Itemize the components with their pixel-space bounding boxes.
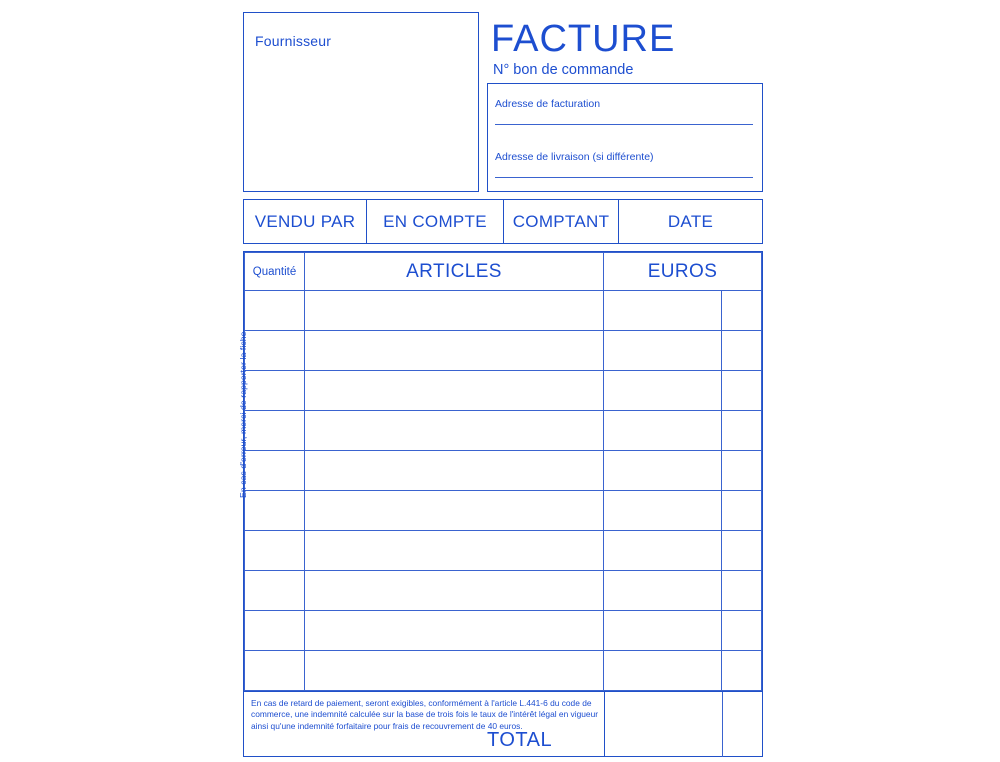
- date-cell[interactable]: DATE: [667, 211, 714, 231]
- cell-quantity[interactable]: [245, 531, 305, 571]
- billing-address-line[interactable]: [495, 124, 753, 125]
- cell-article[interactable]: [305, 531, 604, 571]
- title-area: [487, 12, 763, 192]
- cell-euros[interactable]: [604, 611, 722, 651]
- cell-cents[interactable]: [722, 451, 762, 491]
- cell-quantity[interactable]: [245, 411, 305, 451]
- billing-address-label: Adresse de facturation: [495, 98, 601, 110]
- cash-cell[interactable]: COMPTANT: [504, 200, 619, 243]
- cell-quantity[interactable]: [245, 291, 305, 331]
- header-block: [243, 12, 763, 192]
- cell-euros[interactable]: [604, 571, 722, 611]
- cell-article[interactable]: [305, 571, 604, 611]
- page-title: FACTURE: [491, 18, 676, 60]
- items-table-wrap: [243, 251, 763, 692]
- delivery-address-label: Adresse de livraison (si différente): [495, 151, 654, 163]
- cell-quantity[interactable]: [245, 571, 305, 611]
- cell-euros[interactable]: [604, 371, 722, 411]
- cell-euros[interactable]: [604, 651, 722, 691]
- supplier-box[interactable]: [243, 12, 479, 192]
- table-row: [245, 451, 762, 491]
- sold-by-cell[interactable]: VENDU PAR: [244, 200, 367, 243]
- items-table-body: [245, 291, 762, 691]
- table-row: [245, 291, 762, 331]
- on-account-cell[interactable]: EN COMPTE: [367, 200, 504, 243]
- cell-quantity[interactable]: [245, 611, 305, 651]
- table-row: [245, 411, 762, 451]
- items-table: [244, 252, 762, 691]
- column-header-articles: ARTICLES: [305, 253, 604, 291]
- cell-euros[interactable]: [604, 531, 722, 571]
- side-note: En cas d'erreur, merci de rapporter la fiche: [238, 331, 248, 498]
- cell-cents[interactable]: [722, 371, 762, 411]
- cell-cents[interactable]: [722, 411, 762, 451]
- cell-article[interactable]: [305, 611, 604, 651]
- cell-euros[interactable]: [604, 411, 722, 451]
- cell-quantity[interactable]: [245, 331, 305, 371]
- column-header-quantity: Quantité: [245, 253, 305, 291]
- cell-euros[interactable]: [604, 451, 722, 491]
- address-box: [487, 83, 763, 192]
- supplier-label: Fournisseur: [255, 33, 332, 49]
- table-row: [245, 611, 762, 651]
- cell-quantity[interactable]: [245, 491, 305, 531]
- cell-euros[interactable]: [604, 491, 722, 531]
- cell-euros[interactable]: [604, 291, 722, 331]
- table-row: [245, 531, 762, 571]
- cell-cents[interactable]: [722, 571, 762, 611]
- cell-cents[interactable]: [722, 331, 762, 371]
- cell-quantity[interactable]: [245, 451, 305, 491]
- cell-cents[interactable]: [722, 651, 762, 691]
- total-label: TOTAL: [487, 729, 553, 751]
- cell-euros[interactable]: [604, 331, 722, 371]
- cell-article[interactable]: [305, 451, 604, 491]
- items-table-header-row: [245, 253, 762, 291]
- delivery-address-line[interactable]: [495, 177, 753, 178]
- cell-article[interactable]: [305, 291, 604, 331]
- table-row: [245, 331, 762, 371]
- cell-quantity[interactable]: [245, 651, 305, 691]
- total-value-field[interactable]: [605, 692, 723, 757]
- column-header-euros: EUROS: [604, 253, 762, 291]
- total-box[interactable]: [604, 692, 762, 757]
- footer-block: [243, 692, 763, 757]
- legal-notice: En cas de retard de paiement, seront exigibles, conformément à l'article L.441-6 du code de commerce, une indemnité calculée sur la base de trois fois le taux de l'intérêt légal en vigueur ainsi qu'une indemnité forfaitaire pour frais de recouvrement de 40 euros.: [251, 698, 599, 731]
- cell-cents[interactable]: [722, 291, 762, 331]
- cell-cents[interactable]: [722, 531, 762, 571]
- table-row: [245, 491, 762, 531]
- invoice-form: [243, 12, 763, 750]
- cell-cents[interactable]: [722, 611, 762, 651]
- cell-article[interactable]: [305, 331, 604, 371]
- table-row: [245, 571, 762, 611]
- cell-article[interactable]: [305, 651, 604, 691]
- cell-cents[interactable]: [722, 491, 762, 531]
- cell-article[interactable]: [305, 411, 604, 451]
- cell-quantity[interactable]: [245, 371, 305, 411]
- table-row: [245, 371, 762, 411]
- order-number-label: N° bon de commande: [493, 62, 634, 78]
- total-cents-field[interactable]: [723, 692, 762, 757]
- cell-article[interactable]: [305, 371, 604, 411]
- table-row: [245, 651, 762, 691]
- meta-band: [243, 199, 763, 244]
- cell-article[interactable]: [305, 491, 604, 531]
